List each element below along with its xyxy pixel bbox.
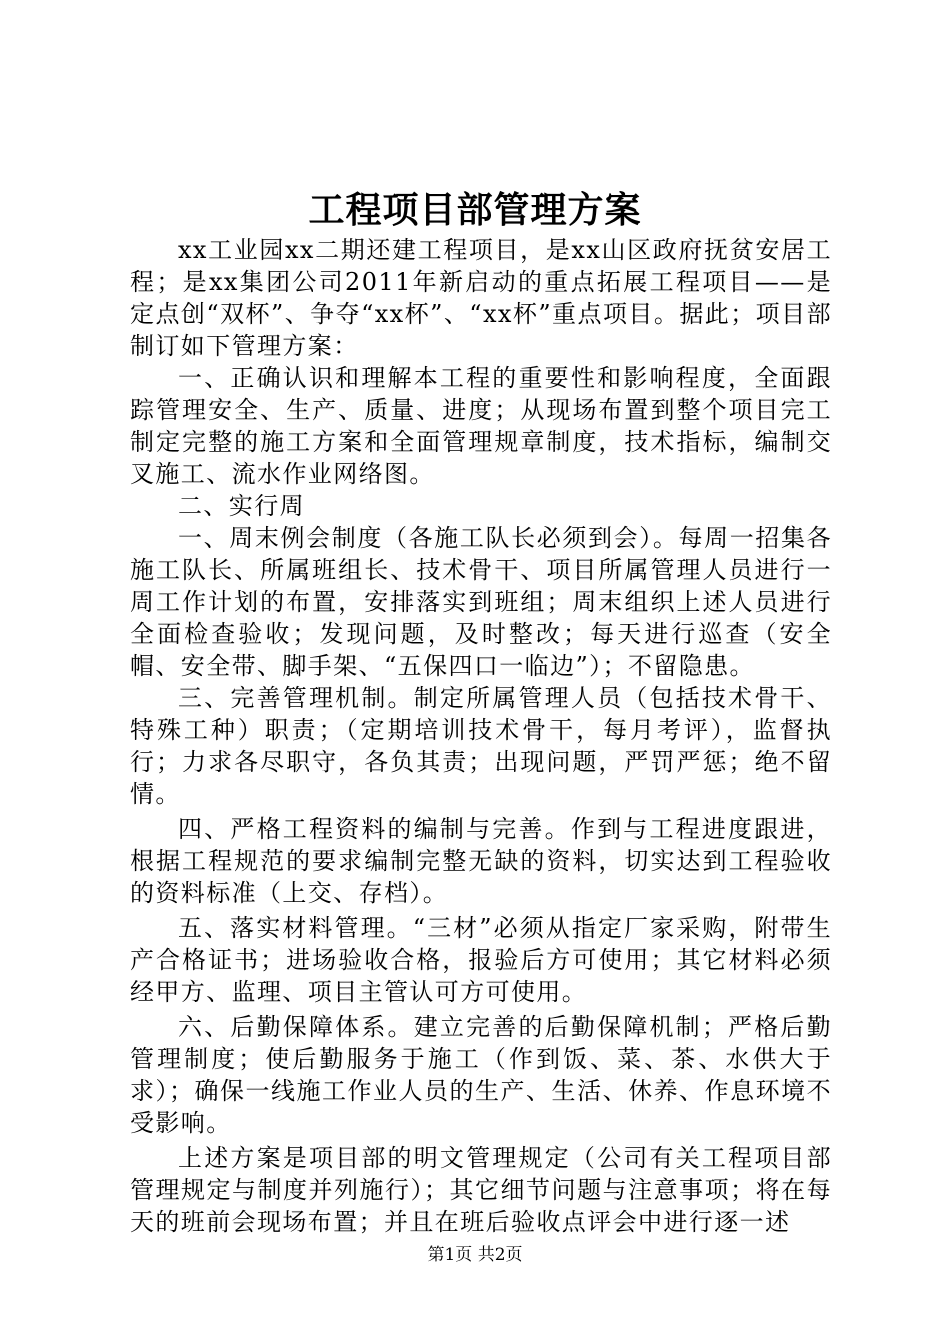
paragraph-weekly-meeting: 一、周末例会制度（各施工队长必须到会）。每周一招集各施工队长、所属班组长、技术骨干、项目所属管理人员进行一周工作计划的布置，安排落实到班组；周末组织上述人员进行全面检查验收；发现问题，及时整改；每天进行巡查（安全帽、安全带、脚手架、“五保四口一临边”）；不留隐患。 (130, 524, 832, 680)
document-body (130, 234, 832, 1238)
paragraph-item-3: 三、完善管理机制。制定所属管理人员（包括技术骨干、特殊工种）职责；（定期培训技术骨干，每月考评），监督执行；力求各尽职守，各负其责；出现问题，严罚严惩；绝不留情。 (130, 684, 832, 808)
paragraph-item-2: 二、实行周 (178, 492, 305, 520)
paragraph-item-5: 五、落实材料管理。“三材”必须从指定厂家采购，附带生产合格证书；进场验收合格，报验后方可使用；其它材料必须经甲方、监理、项目主管认可方可使用。 (130, 914, 832, 1006)
document-title: 工程项目部管理方案 (308, 189, 642, 231)
paragraph-item-1: 一、正确认识和理解本工程的重要性和影响程度，全面跟踪管理安全、生产、质量、进度；从现场布置到整个项目完工制定完整的施工方案和全面管理规章制度，技术指标，编制交叉施工、流水作业网络图。 (130, 364, 832, 488)
paragraph-conclusion: 上述方案是项目部的明文管理规定（公司有关工程项目部管理规定与制度并列施行）；其它细节问题与注意事项；将在每天的班前会现场布置；并且在班后验收点评会中进行逐一述 (130, 1144, 832, 1236)
paragraph-item-6: 六、后勤保障体系。建立完善的后勤保障机制；严格后勤管理制度；使后勤服务于施工（作到饭、菜、茶、水供大于求）；确保一线施工作业人员的生产、生活、休养、作息环境不受影响。 (130, 1013, 832, 1137)
paragraph-intro: xx工业园xx二期还建工程项目，是xx山区政府抚贫安居工程；是xx集团公司2011年新启动的重点拓展工程项目——是定点创“双杯”、争夺“xx杯”、“xx杯”重点项目。据此；项目部制订如下管理方案： (130, 236, 832, 360)
page-number-footer: 第1页 共2页 (427, 1245, 523, 1265)
paragraph-item-4: 四、严格工程资料的编制与完善。作到与工程进度跟进，根据工程规范的要求编制完整无缺的资料，切实达到工程验收的资料标准（上交、存档）。 (130, 815, 832, 907)
